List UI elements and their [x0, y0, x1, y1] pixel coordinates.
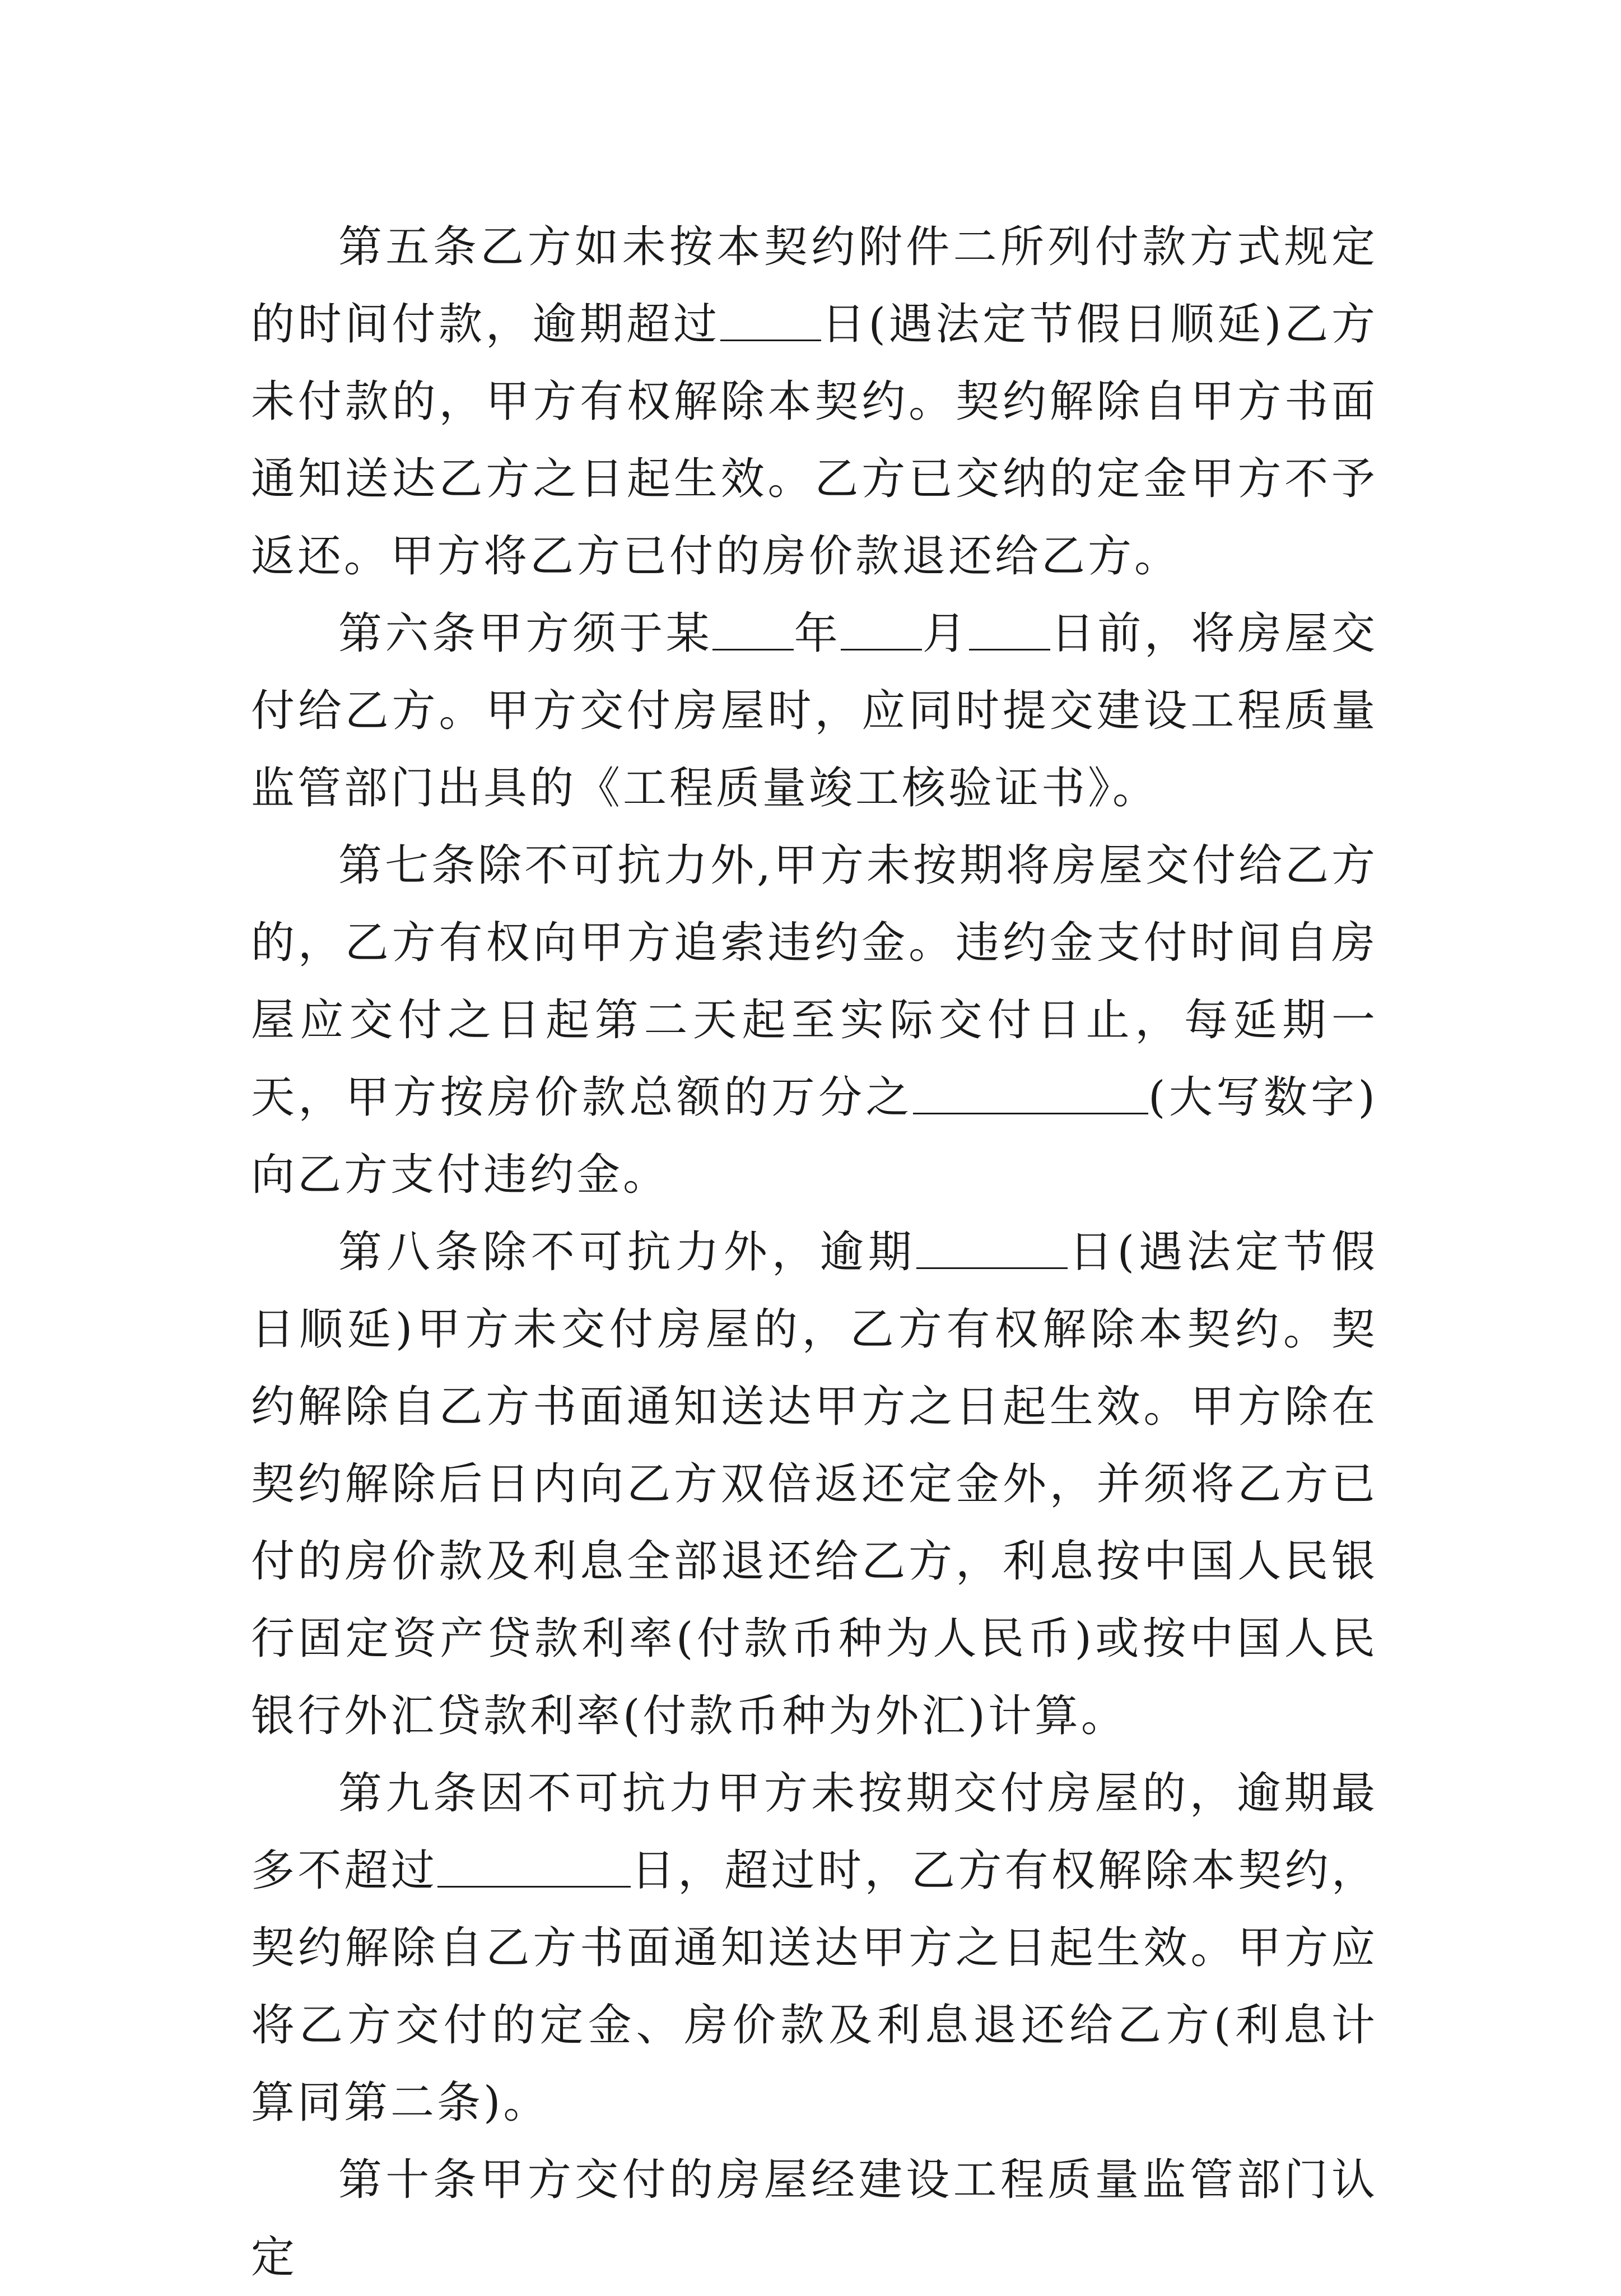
article-9-text-a: 第九条因不可抗力甲方未按期交付房屋的，逾期最多不超过 — [251, 1768, 1378, 1896]
article-5-text-b: 日(遇法定节假日顺延)乙方未付款的，甲方有权解除本契约。契约解除自甲方书面通知送达乙方之日起生效。乙方已交纳的定金甲方不予返还。甲方将乙方已付的房价款退还给乙方。 — [251, 299, 1378, 582]
article-10-paragraph — [251, 2141, 1378, 2296]
article-6-month-label: 月 — [922, 608, 970, 659]
article-6-text-d: 日前，将房屋交付给乙方。甲方交付房屋时，应同时提交建设工程质量监管部门出具的《工程质量竣工核验证书》。 — [251, 608, 1378, 814]
article-5-paragraph — [251, 208, 1378, 595]
article-6-paragraph — [251, 595, 1378, 827]
article-9-paragraph — [251, 1755, 1378, 2141]
article-6-text-a: 第六条甲方须于某 — [338, 608, 713, 659]
article-5-text-a: 第五条乙方如未按本契约附件二所列付款方式规定的时间付款，逾期超过 — [251, 222, 1378, 350]
penalty-rate-blank — [913, 1073, 1148, 1114]
article-8-text-a: 第八条除不可抗力外，逾期 — [338, 1227, 916, 1277]
article-7-text-b: (大写数字)向乙方支付违约金。 — [251, 1072, 1378, 1200]
delivery-day-blank — [969, 610, 1050, 650]
delivery-month-blank — [841, 610, 922, 650]
max-overdue-days-blank — [437, 1847, 631, 1888]
article-8-paragraph — [251, 1214, 1378, 1755]
article-7-text-a: 第七条除不可抗力外,甲方未按期将房屋交付给乙方的，乙方有权向甲方追索违约金。违约金支付时间自房屋应交付之日起第二天起至实际交付日止，每延期一天，甲方按房价款总额的万分之 — [251, 840, 1378, 1123]
document-page — [251, 208, 1378, 2296]
article-7-paragraph — [251, 827, 1378, 1214]
article-6-year-label: 年 — [794, 608, 841, 659]
overdue-days-blank — [916, 1228, 1068, 1269]
article-10-text-a: 第十条甲方交付的房屋经建设工程质量监管部门认定 — [251, 2155, 1378, 2283]
delivery-year-blank — [712, 610, 794, 650]
article-8-text-b: 日(遇法定节假日顺延)甲方未交付房屋的，乙方有权解除本契约。契约解除自乙方书面通知送达甲方之日起生效。甲方除在契约解除后日内向乙方双倍返还定金外，并须将乙方已付的房价款及利息全部退还给乙方，利息按中国人民银行固定资产贷款利率(付款币种为人民币)或按中国人民银行外汇贷款利率(付款币种为外汇)计算。 — [251, 1227, 1378, 1741]
article-9-text-b: 日，超过时，乙方有权解除本契约，契约解除自乙方书面通知送达甲方之日起生效。甲方应将乙方交付的定金、房价款及利息退还给乙方(利息计算同第二条)。 — [251, 1846, 1378, 2128]
days-overdue-blank — [720, 300, 821, 341]
